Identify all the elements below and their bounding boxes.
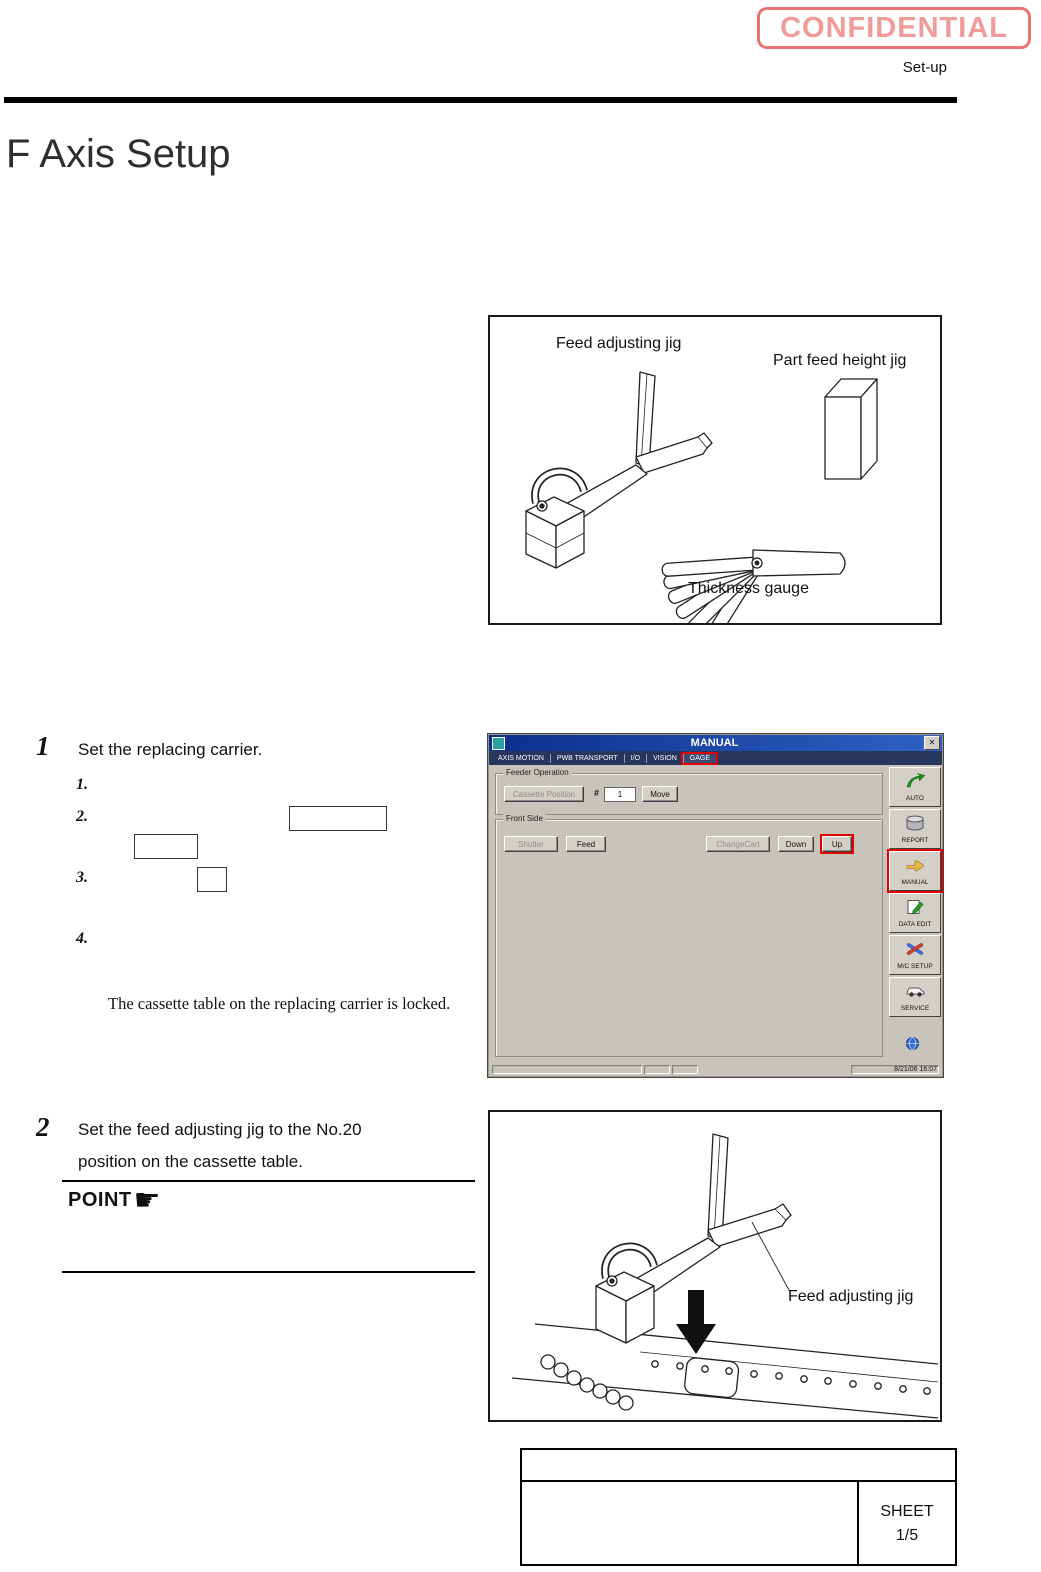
sheet-table-empty-cell xyxy=(522,1482,857,1566)
tab-io[interactable]: I/O xyxy=(624,754,646,763)
thickness-gauge-label: Thickness gauge xyxy=(688,580,809,597)
substep-2-number: 2. xyxy=(76,808,88,825)
front-side-group xyxy=(495,814,883,1057)
mc-setup-tools-icon xyxy=(905,941,925,962)
redacted-button-box xyxy=(134,834,198,859)
step-1-text: Set the replacing carrier. xyxy=(78,740,263,759)
window-system-icon[interactable] xyxy=(492,737,505,750)
change-cart-button[interactable]: ChangeCart xyxy=(706,836,770,852)
step-1-note: The cassette table on the replacing carrier is locked. xyxy=(108,994,451,1013)
sidebar-data-edit-label: DATA EDIT xyxy=(898,920,932,928)
sheet-cell xyxy=(857,1482,955,1566)
step-2-number: 2 xyxy=(36,1112,50,1142)
sidebar-service-label: SERVICE xyxy=(900,1004,930,1012)
report-cylinder-icon xyxy=(905,815,925,836)
point-bottom-rule xyxy=(62,1271,475,1273)
feed-jig-label: Feed adjusting jig xyxy=(556,335,682,352)
figure-jigs xyxy=(488,315,942,625)
front-side-label: Front Side xyxy=(503,814,546,823)
cassette-position-button[interactable]: Cassette Position xyxy=(504,786,584,802)
tab-axis-motion[interactable]: AXIS MOTION xyxy=(498,754,544,762)
substep-4-number: 4. xyxy=(76,930,88,947)
position-number-input[interactable] xyxy=(604,787,636,802)
shutter-button[interactable]: Shutter xyxy=(504,836,558,852)
sheet-table xyxy=(520,1448,957,1566)
globe-icon xyxy=(906,1037,919,1050)
step-2-text-line2: position on the cassette table. xyxy=(78,1152,303,1171)
close-icon[interactable]: ✕ xyxy=(924,736,940,750)
tab-bar xyxy=(489,751,942,765)
sidebar-service-button[interactable] xyxy=(889,977,941,1017)
step-1-number: 1 xyxy=(36,731,50,761)
section-label: Set-up xyxy=(902,59,947,76)
part-feed-jig-label: Part feed height jig xyxy=(773,352,907,369)
sidebar-auto-button[interactable] xyxy=(889,767,941,807)
tab-vision[interactable]: VISION xyxy=(646,754,683,763)
sheet-label: SHEET xyxy=(880,1503,934,1520)
sidebar-report-label: REPORT xyxy=(901,836,929,844)
point-label: POINT xyxy=(68,1189,132,1211)
down-button[interactable]: Down xyxy=(778,836,814,852)
status-cell xyxy=(644,1065,670,1074)
point-callout xyxy=(68,1183,161,1217)
feeder-operation-group xyxy=(495,768,883,815)
sidebar xyxy=(886,765,942,1062)
jig-on-table-line-drawing xyxy=(490,1112,940,1420)
position-number-sign: # xyxy=(594,788,600,798)
feed-button[interactable]: Feed xyxy=(566,836,606,852)
move-button[interactable]: Move xyxy=(642,786,678,802)
substep-3-number: 3. xyxy=(76,869,88,886)
substep-1-number: 1. xyxy=(76,776,88,793)
sheet-table-header-row xyxy=(522,1450,955,1482)
sheet-number: 1/5 xyxy=(895,1527,919,1544)
sidebar-mc-setup-label: M/C SETUP xyxy=(897,962,933,970)
window-titlebar xyxy=(489,735,942,751)
sidebar-manual-label: MANUAL xyxy=(901,878,929,886)
feeder-operation-label: Feeder Operation xyxy=(503,768,572,777)
sidebar-mc-setup-button[interactable] xyxy=(889,935,941,975)
status-datetime: 8/21/06 16:07 xyxy=(851,1065,939,1074)
sidebar-data-edit-button[interactable] xyxy=(889,893,941,933)
redacted-button-box xyxy=(197,867,227,892)
sidebar-report-button[interactable] xyxy=(889,809,941,849)
step-2-text-line1: Set the feed adjusting jig to the No.20 xyxy=(78,1120,362,1139)
data-edit-pencil-icon xyxy=(905,899,925,920)
sidebar-auto-label: AUTO xyxy=(906,794,924,802)
window-title: MANUAL xyxy=(690,737,739,749)
service-car-icon xyxy=(905,983,925,1004)
manual-software-window xyxy=(487,733,944,1078)
sidebar-manual-button[interactable] xyxy=(889,851,941,891)
status-cell xyxy=(492,1065,642,1074)
header-divider xyxy=(4,97,957,103)
point-top-rule xyxy=(62,1180,475,1182)
figure-jig-on-table xyxy=(488,1110,942,1422)
confidential-stamp: CONFIDENTIAL xyxy=(757,7,1031,49)
pointing-hand-icon: ☛ xyxy=(133,1183,161,1217)
tab-pwb-transport[interactable]: PWB TRANSPORT xyxy=(550,754,624,763)
feed-jig-label: Feed adjusting jig xyxy=(788,1288,914,1305)
window-body xyxy=(489,765,886,1062)
redacted-button-box xyxy=(289,806,387,831)
up-button[interactable]: Up xyxy=(822,836,852,852)
page-title: F Axis Setup xyxy=(6,132,231,176)
tab-gage[interactable]: GAGE xyxy=(683,754,716,763)
status-cell xyxy=(672,1065,698,1074)
auto-arrow-icon xyxy=(905,773,925,794)
manual-hand-icon xyxy=(905,857,925,878)
status-bar xyxy=(489,1063,942,1076)
